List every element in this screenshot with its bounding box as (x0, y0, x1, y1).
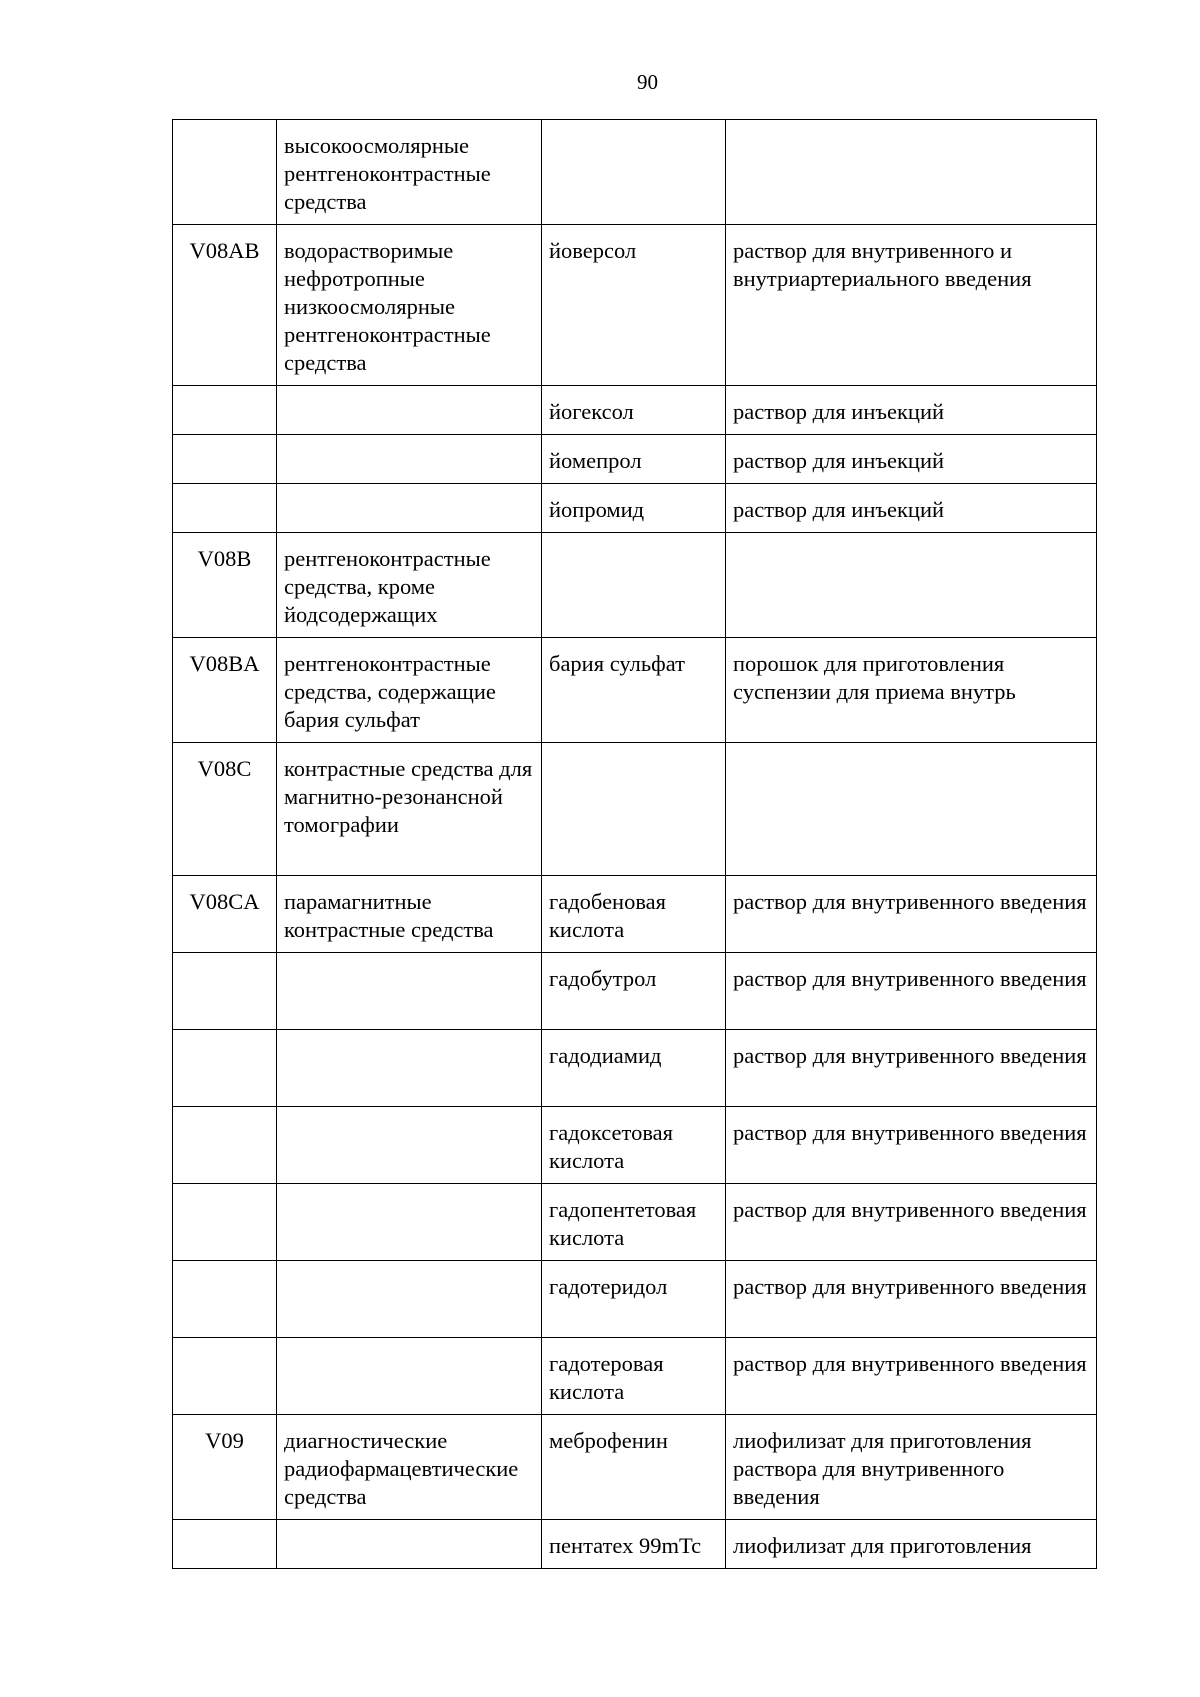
atc-code-cell (173, 1107, 277, 1184)
table-row (173, 225, 1097, 386)
dosage-form-cell: раствор для внутривенного введения (726, 1107, 1097, 1184)
group-name-cell: рентгеноконтрастные средства, содержащие бария сульфат (277, 638, 542, 743)
dosage-form-cell (726, 743, 1097, 876)
group-name-cell: рентгеноконтрастные средства, кроме йодсодержащих (277, 533, 542, 638)
table-row (173, 1030, 1097, 1107)
group-name-cell (277, 1520, 542, 1569)
table-row (173, 386, 1097, 435)
atc-code-cell: V09 (173, 1415, 277, 1520)
dosage-form-cell: раствор для внутривенного введения (726, 1184, 1097, 1261)
group-name-cell (277, 953, 542, 1030)
dosage-form-cell: раствор для внутривенного введения (726, 876, 1097, 953)
dosage-form-cell: лиофилизат для приготовления раствора для внутривенного введения (726, 1415, 1097, 1520)
group-name-cell (277, 484, 542, 533)
drug-name-cell: йомепрол (542, 435, 726, 484)
dosage-form-cell: раствор для инъекций (726, 484, 1097, 533)
dosage-form-cell: раствор для инъекций (726, 386, 1097, 435)
drug-name-cell: йоверсол (542, 225, 726, 386)
table-row (173, 120, 1097, 225)
dosage-form-cell: раствор для внутривенного введения (726, 1261, 1097, 1338)
group-name-cell (277, 1107, 542, 1184)
group-name-cell (277, 1030, 542, 1107)
table-row (173, 1520, 1097, 1569)
drug-name-cell: йогексол (542, 386, 726, 435)
drug-name-cell: гадодиамид (542, 1030, 726, 1107)
table-row (173, 533, 1097, 638)
group-name-cell (277, 1184, 542, 1261)
atc-code-cell: V08C (173, 743, 277, 876)
table-row (173, 638, 1097, 743)
drug-name-cell: гадотеридол (542, 1261, 726, 1338)
drug-name-cell: гадотеровая кислота (542, 1338, 726, 1415)
drug-name-cell: йопромид (542, 484, 726, 533)
table-row (173, 435, 1097, 484)
drug-name-cell: гадоксетовая кислота (542, 1107, 726, 1184)
atc-code-cell: V08BA (173, 638, 277, 743)
atc-code-cell (173, 484, 277, 533)
atc-code-cell (173, 120, 277, 225)
atc-code-cell (173, 1520, 277, 1569)
drug-name-cell: пентатех 99mTc (542, 1520, 726, 1569)
dosage-form-cell: порошок для приготовления суспензии для приема внутрь (726, 638, 1097, 743)
atc-code-cell (173, 1338, 277, 1415)
dosage-form-cell: раствор для внутривенного введения (726, 1030, 1097, 1107)
drug-name-cell: гадопентетовая кислота (542, 1184, 726, 1261)
group-name-cell (277, 1338, 542, 1415)
drug-name-cell (542, 743, 726, 876)
group-name-cell: контрастные средства для магнитно-резонансной томографии (277, 743, 542, 876)
dosage-form-cell: раствор для внутривенного введения (726, 1338, 1097, 1415)
group-name-cell: парамагнитные контрастные средства (277, 876, 542, 953)
table-row (173, 1107, 1097, 1184)
atc-code-cell (173, 1030, 277, 1107)
table-row (173, 1261, 1097, 1338)
table-row (173, 953, 1097, 1030)
group-name-cell: высокоосмолярные рентгеноконтрастные средства (277, 120, 542, 225)
atc-code-cell (173, 386, 277, 435)
atc-code-cell (173, 953, 277, 1030)
group-name-cell (277, 1261, 542, 1338)
table-row (173, 1184, 1097, 1261)
atc-code-cell: V08AB (173, 225, 277, 386)
dosage-form-cell: лиофилизат для приготовления (726, 1520, 1097, 1569)
table-row (173, 1338, 1097, 1415)
drug-name-cell: меброфенин (542, 1415, 726, 1520)
atc-code-cell (173, 435, 277, 484)
dosage-form-cell (726, 120, 1097, 225)
atc-code-cell: V08CA (173, 876, 277, 953)
drug-name-cell: гадобутрол (542, 953, 726, 1030)
dosage-form-cell (726, 533, 1097, 638)
drug-name-cell: гадобеновая кислота (542, 876, 726, 953)
dosage-form-cell: раствор для инъекций (726, 435, 1097, 484)
atc-code-cell (173, 1261, 277, 1338)
table-row (173, 743, 1097, 876)
drug-name-cell (542, 120, 726, 225)
group-name-cell (277, 386, 542, 435)
drug-table (172, 119, 1097, 1569)
atc-code-cell (173, 1184, 277, 1261)
atc-code-cell: V08B (173, 533, 277, 638)
table-row (173, 1415, 1097, 1520)
group-name-cell: диагностические радиофармацевтические средства (277, 1415, 542, 1520)
drug-name-cell (542, 533, 726, 638)
drug-name-cell: бария сульфат (542, 638, 726, 743)
dosage-form-cell: раствор для внутривенного введения (726, 953, 1097, 1030)
table-row (173, 876, 1097, 953)
group-name-cell (277, 435, 542, 484)
dosage-form-cell: раствор для внутривенного и внутриартериального введения (726, 225, 1097, 386)
page-number: 90 (637, 70, 658, 94)
table-row (173, 484, 1097, 533)
group-name-cell: водорастворимые нефротропные низкоосмолярные рентгеноконтрастные средства (277, 225, 542, 386)
